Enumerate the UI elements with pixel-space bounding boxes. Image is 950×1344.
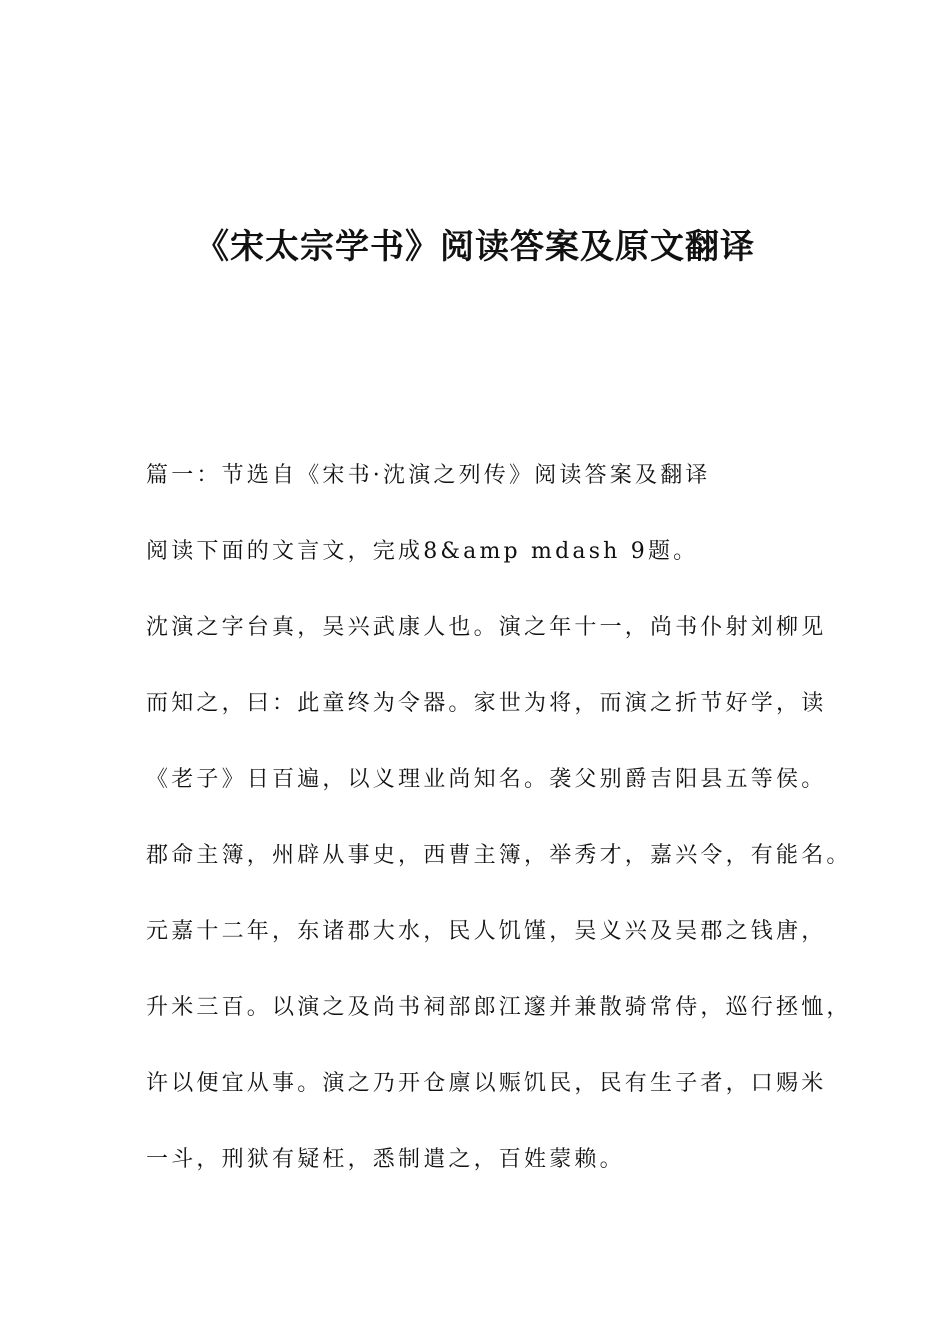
text-line: 许以便宜从事。演之乃开仓廪以赈饥民，民有生子者，口赐米 [146, 1071, 827, 1096]
text-line: 升米三百。以演之及尚书祠部郎江邃并兼散骑常侍，巡行拯恤， [146, 995, 852, 1020]
document-body [146, 458, 852, 1218]
text-line: 阅读下面的文言文，完成8&amp mdash 9题。 [146, 539, 699, 564]
text-line: 一斗，刑狱有疑枉，悉制遣之，百姓蒙赖。 [146, 1147, 625, 1172]
text-line: 郡命主簿，州辟从事史，西曹主簿，举秀才，嘉兴令，有能名。 [146, 843, 852, 868]
text-line: 而知之，曰：此童终为令器。家世为将，而演之折节好学，读 [146, 691, 827, 716]
text-line: 篇一：节选自《宋书·沈演之列传》阅读答案及翻译 [146, 463, 711, 488]
text-line: 沈演之字台真，吴兴武康人也。演之年十一，尚书仆射刘柳见 [146, 615, 827, 640]
text-line: 《老子》日百遍，以义理业尚知名。袭父别爵吉阳县五等侯。 [146, 767, 827, 792]
text-line: 元嘉十二年，东诸郡大水，民人饥馑，吴义兴及吴郡之钱唐， [146, 919, 827, 944]
document-title: 《宋太宗学书》阅读答案及原文翻译 [195, 227, 755, 267]
